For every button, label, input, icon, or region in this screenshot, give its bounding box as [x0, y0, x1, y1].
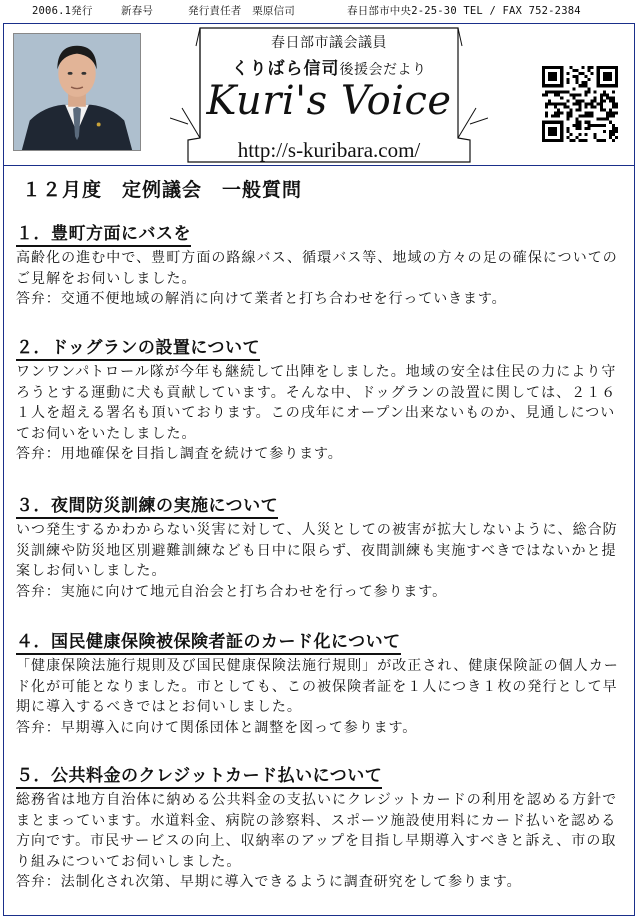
section-heading: ３．夜間防災訓練の実施について	[16, 496, 278, 519]
website-url[interactable]: http://s-kuribara.com/	[237, 138, 421, 162]
newsletter-banner	[170, 26, 488, 164]
section-answer: 答弁：早期導入に向けて関係団体と調整を図って参ります。	[16, 719, 418, 736]
section-3	[16, 496, 626, 602]
newsletter-title: Kuri's Voice	[206, 78, 452, 124]
section-heading: １．豊町方面にバスを	[16, 224, 191, 247]
page-title: １２月度 定例議会 一般質問	[22, 179, 303, 201]
section-heading: ５．公共料金のクレジットカード払いについて	[16, 766, 382, 789]
publisher: 発行責任者 栗原信司	[188, 5, 295, 17]
council-role: 春日部市議会議員	[271, 35, 387, 51]
imprint-line	[0, 3, 640, 19]
issue-name: 新春号	[121, 5, 154, 17]
section-body: いつ発生するかわからない災害に対して、人災としての被害が拡大しないように、総合防災訓練や防災地区別避難訓練なども日中に限らず、夜間訓練も実施すべきではないかと提案しお伺いしました。	[16, 522, 618, 579]
issue-date: 2006.1発行	[32, 5, 93, 17]
member-name: くりばら信司	[231, 59, 340, 79]
section-4	[16, 632, 626, 738]
member-name-line	[170, 54, 488, 79]
section-body: 高齢化の進む中で、豊町方面の路線バス、循環バス等、地域の方々の足の確保についてのご見解をお伺いしました。	[16, 250, 618, 287]
section-body: 「健康保険法施行規則及び国民健康保険法施行規則」が改正され、健康保険証の個人カード化が可能となりました。市としても、この被保険者証を１人につき１枚の発行として早期に導入するべきではとお伺いしました。	[16, 658, 619, 715]
section-body: 総務省は地方自治体に納める公共料金の支払いにクレジットカードの利用を認める方針でまとまっています。水道料金、病院の診察料、スポーツ施設使用料にカード払いを認める方向です。市民サービスの向上、収納率のアップを目指し早期導入すべきと訴え、市の取り組みについてお伺いしました。	[16, 792, 618, 870]
newsletter-subtitle: 後援会だより	[339, 62, 427, 78]
qr-code	[542, 66, 618, 142]
section-answer: 答弁：実施に向けて地元自治会と打ち合わせを行って参ります。	[16, 583, 447, 600]
section-2	[16, 338, 626, 465]
section-1	[16, 224, 626, 310]
section-answer: 答弁：用地確保を目指し調査を続けて参ります。	[16, 446, 343, 462]
section-answer: 答弁：法制化され次第、早期に導入できるように調査研究をして参ります。	[16, 874, 522, 890]
section-5	[16, 766, 626, 893]
portrait-photo	[13, 33, 141, 151]
section-heading: ２．ドッグランの設置について	[16, 338, 260, 361]
section-heading: ４．国民健康保険被保険者証のカード化について	[16, 632, 401, 655]
section-body: ワンワンパトロール隊が今年も継続して出陣をしました。地域の安全は住民の力により守ろうとする運動に犬も貢献しています。そんな中、ドッグランの設置に関しては、２１６１人を超える署名も頂いております。この戌年にオープン出来ないものか、見通しについてお伺いをいたしました。	[16, 364, 617, 442]
section-answer: 答弁：交通不便地域の解消に向けて業者と打ち合わせを行っていきます。	[16, 291, 507, 307]
address-contact: 春日部市中央2-25-30 TEL / FAX 752-2384	[347, 5, 581, 17]
